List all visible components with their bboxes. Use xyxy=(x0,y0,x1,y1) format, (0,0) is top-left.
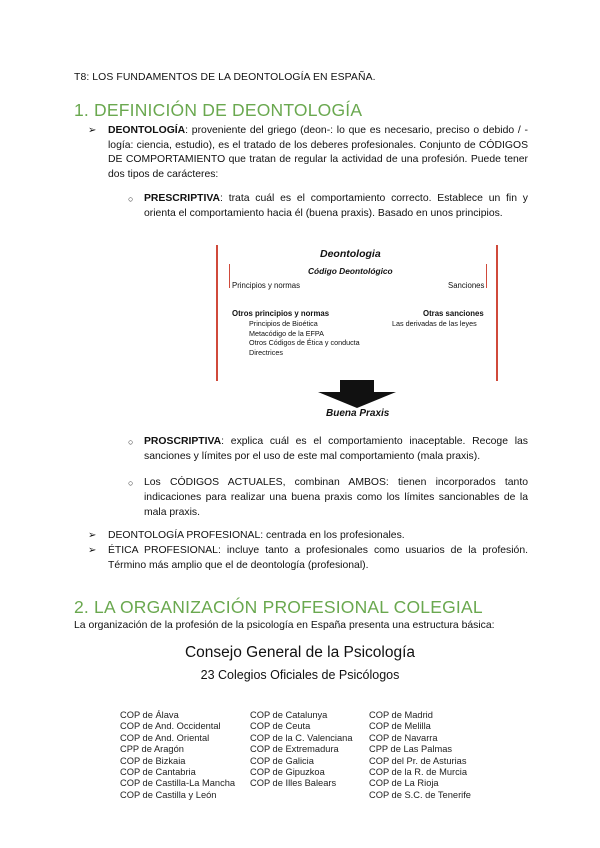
list-item: CPP de Aragón xyxy=(120,744,184,755)
diagram-result-label: Buena Praxis xyxy=(326,408,390,419)
list-item: COP del Pr. de Asturias xyxy=(369,755,467,766)
deontologia-text: : proveniente del griego (deon-: lo que es necesario, preciso o debido / -logía: ciencia, estudio), es el tratado de los deberes profesionales. Conjunto de CÓDIGOS DE COMPORTAMIENTO que tratan de regular la actividad de una profesión. Puede tener dos tipos de carácteres: xyxy=(108,125,528,180)
diagram-other-principles-title: Otros principios y normas xyxy=(232,309,330,318)
arrow-bullet-icon: ➢ xyxy=(88,125,97,136)
term-prescriptiva: PRESCRIPTIVA xyxy=(144,193,221,204)
list-item: COP de Melilla xyxy=(369,721,431,732)
list-item: COP de Cantabria xyxy=(120,767,196,778)
proscriptiva-text: : explica cuál es el comportamiento inaceptable. Recoge las sanciones y límites por el uso de este mal comportamiento (mala praxis). xyxy=(144,436,528,462)
list-item: COP de Catalunya xyxy=(250,710,328,720)
list-item: Otros Códigos de Ética y conducta xyxy=(249,338,360,348)
deontologia-profesional-text: DEONTOLOGÍA PROFESIONAL: centrada en los profesionales. xyxy=(108,530,405,541)
list-item: COP de la R. de Murcia xyxy=(369,767,468,778)
bullet-etica-profesional xyxy=(90,544,528,573)
circle-bullet-icon: ○ xyxy=(128,437,134,447)
list-item: COP de Bizkaia xyxy=(120,755,186,766)
list-item: COP de La Rioja xyxy=(369,778,439,789)
sub-prescriptiva xyxy=(128,192,528,222)
down-arrow-icon xyxy=(318,380,396,408)
circle-bullet-icon: ○ xyxy=(128,478,134,488)
diagram-right-border xyxy=(496,245,498,381)
list-item: Metacódigo de la EFPA xyxy=(249,328,324,338)
colleges-column-1 xyxy=(120,710,235,801)
list-item: COP de Álava xyxy=(120,710,179,720)
diagram-other-principles-list xyxy=(249,319,360,357)
list-item: COP de la C. Valenciana xyxy=(250,732,353,743)
list-item: COP de Galicia xyxy=(250,755,314,766)
sub-proscriptiva xyxy=(128,435,528,465)
diagram-code-label: Código Deontológico xyxy=(308,266,393,276)
list-item: COP de S.C. de Tenerife xyxy=(369,789,471,800)
colleges-column-2 xyxy=(250,710,353,790)
sub-codigos-actuales xyxy=(128,476,528,520)
section-1-heading: 1. DEFINICIÓN DE DEONTOLOGÍA xyxy=(74,100,363,120)
diagram-sanctions-label: Sanciones xyxy=(448,281,485,290)
term-proscriptiva: PROSCRIPTIVA xyxy=(144,436,222,447)
circle-bullet-icon: ○ xyxy=(128,194,134,204)
arrow-bullet-icon: ➢ xyxy=(88,545,97,556)
list-item: COP de Gipuzkoa xyxy=(250,767,325,778)
colleges-column-3 xyxy=(369,710,471,801)
diagram-principles-label: Principios y normas xyxy=(232,281,301,290)
org-council-title: Consejo General de la Psicología xyxy=(184,644,416,661)
prescriptiva-text: : trata cuál es el comportamiento correcto. Establece un fin y orienta el comportamiento hacia él (buena praxis). Basado en unos principios. xyxy=(144,193,528,219)
term-deontologia: DEONTOLOGÍA xyxy=(108,125,186,136)
list-item: COP de And. Oriental xyxy=(120,732,210,743)
bullet-deontologia-profesional xyxy=(90,529,528,544)
diagram-left-border xyxy=(216,245,218,381)
arrow-bullet-icon: ➢ xyxy=(88,530,97,541)
list-item: Directrices xyxy=(249,347,283,357)
etica-profesional-text: ÉTICA PROFESIONAL: incluye tanto a profesionales como usuarios de la profesión. Término más amplio que el de deontología (profesional). xyxy=(108,545,528,571)
list-item: COP de Castilla-La Mancha xyxy=(120,778,236,789)
diagram-left-bracket xyxy=(229,264,230,288)
org-colleges-subtitle: 23 Colegios Oficiales de Psicólogos xyxy=(200,668,400,682)
document-title: T8: LOS FUNDAMENTOS DE LA DEONTOLOGÍA EN ESPAÑA. xyxy=(74,72,376,83)
list-item: COP de Madrid xyxy=(369,710,433,720)
list-item: COP de Illes Balears xyxy=(250,778,337,789)
codigos-actuales-text: Los CÓDIGOS ACTUALES, combinan AMBOS: tienen incorporados tanto indicaciones para realizar una buena praxis como los límites sancionables de la mala praxis. xyxy=(144,477,528,518)
list-item: COP de Ceuta xyxy=(250,721,311,732)
list-item: COP de Castilla y León xyxy=(120,789,217,800)
diagram-title: Deontologia xyxy=(320,248,381,260)
list-item: Principios de Bioética xyxy=(249,319,318,328)
diagram-right-bracket xyxy=(486,264,487,288)
list-item: COP de And. Occidental xyxy=(120,721,221,732)
list-item: COP de Extremadura xyxy=(250,744,339,755)
diagram-other-sanctions-item: Las derivadas de las leyes xyxy=(392,319,477,328)
diagram-other-sanctions-title: Otras sanciones xyxy=(423,309,484,318)
section-2-intro: La organización de la profesión de la psicología en España presenta una estructura básica: xyxy=(74,620,495,631)
bullet-deontologia xyxy=(90,124,528,182)
list-item: COP de Navarra xyxy=(369,732,438,743)
list-item: CPP de Las Palmas xyxy=(369,744,453,755)
section-2-heading: 2. LA ORGANIZACIÓN PROFESIONAL COLEGIAL xyxy=(74,597,483,617)
